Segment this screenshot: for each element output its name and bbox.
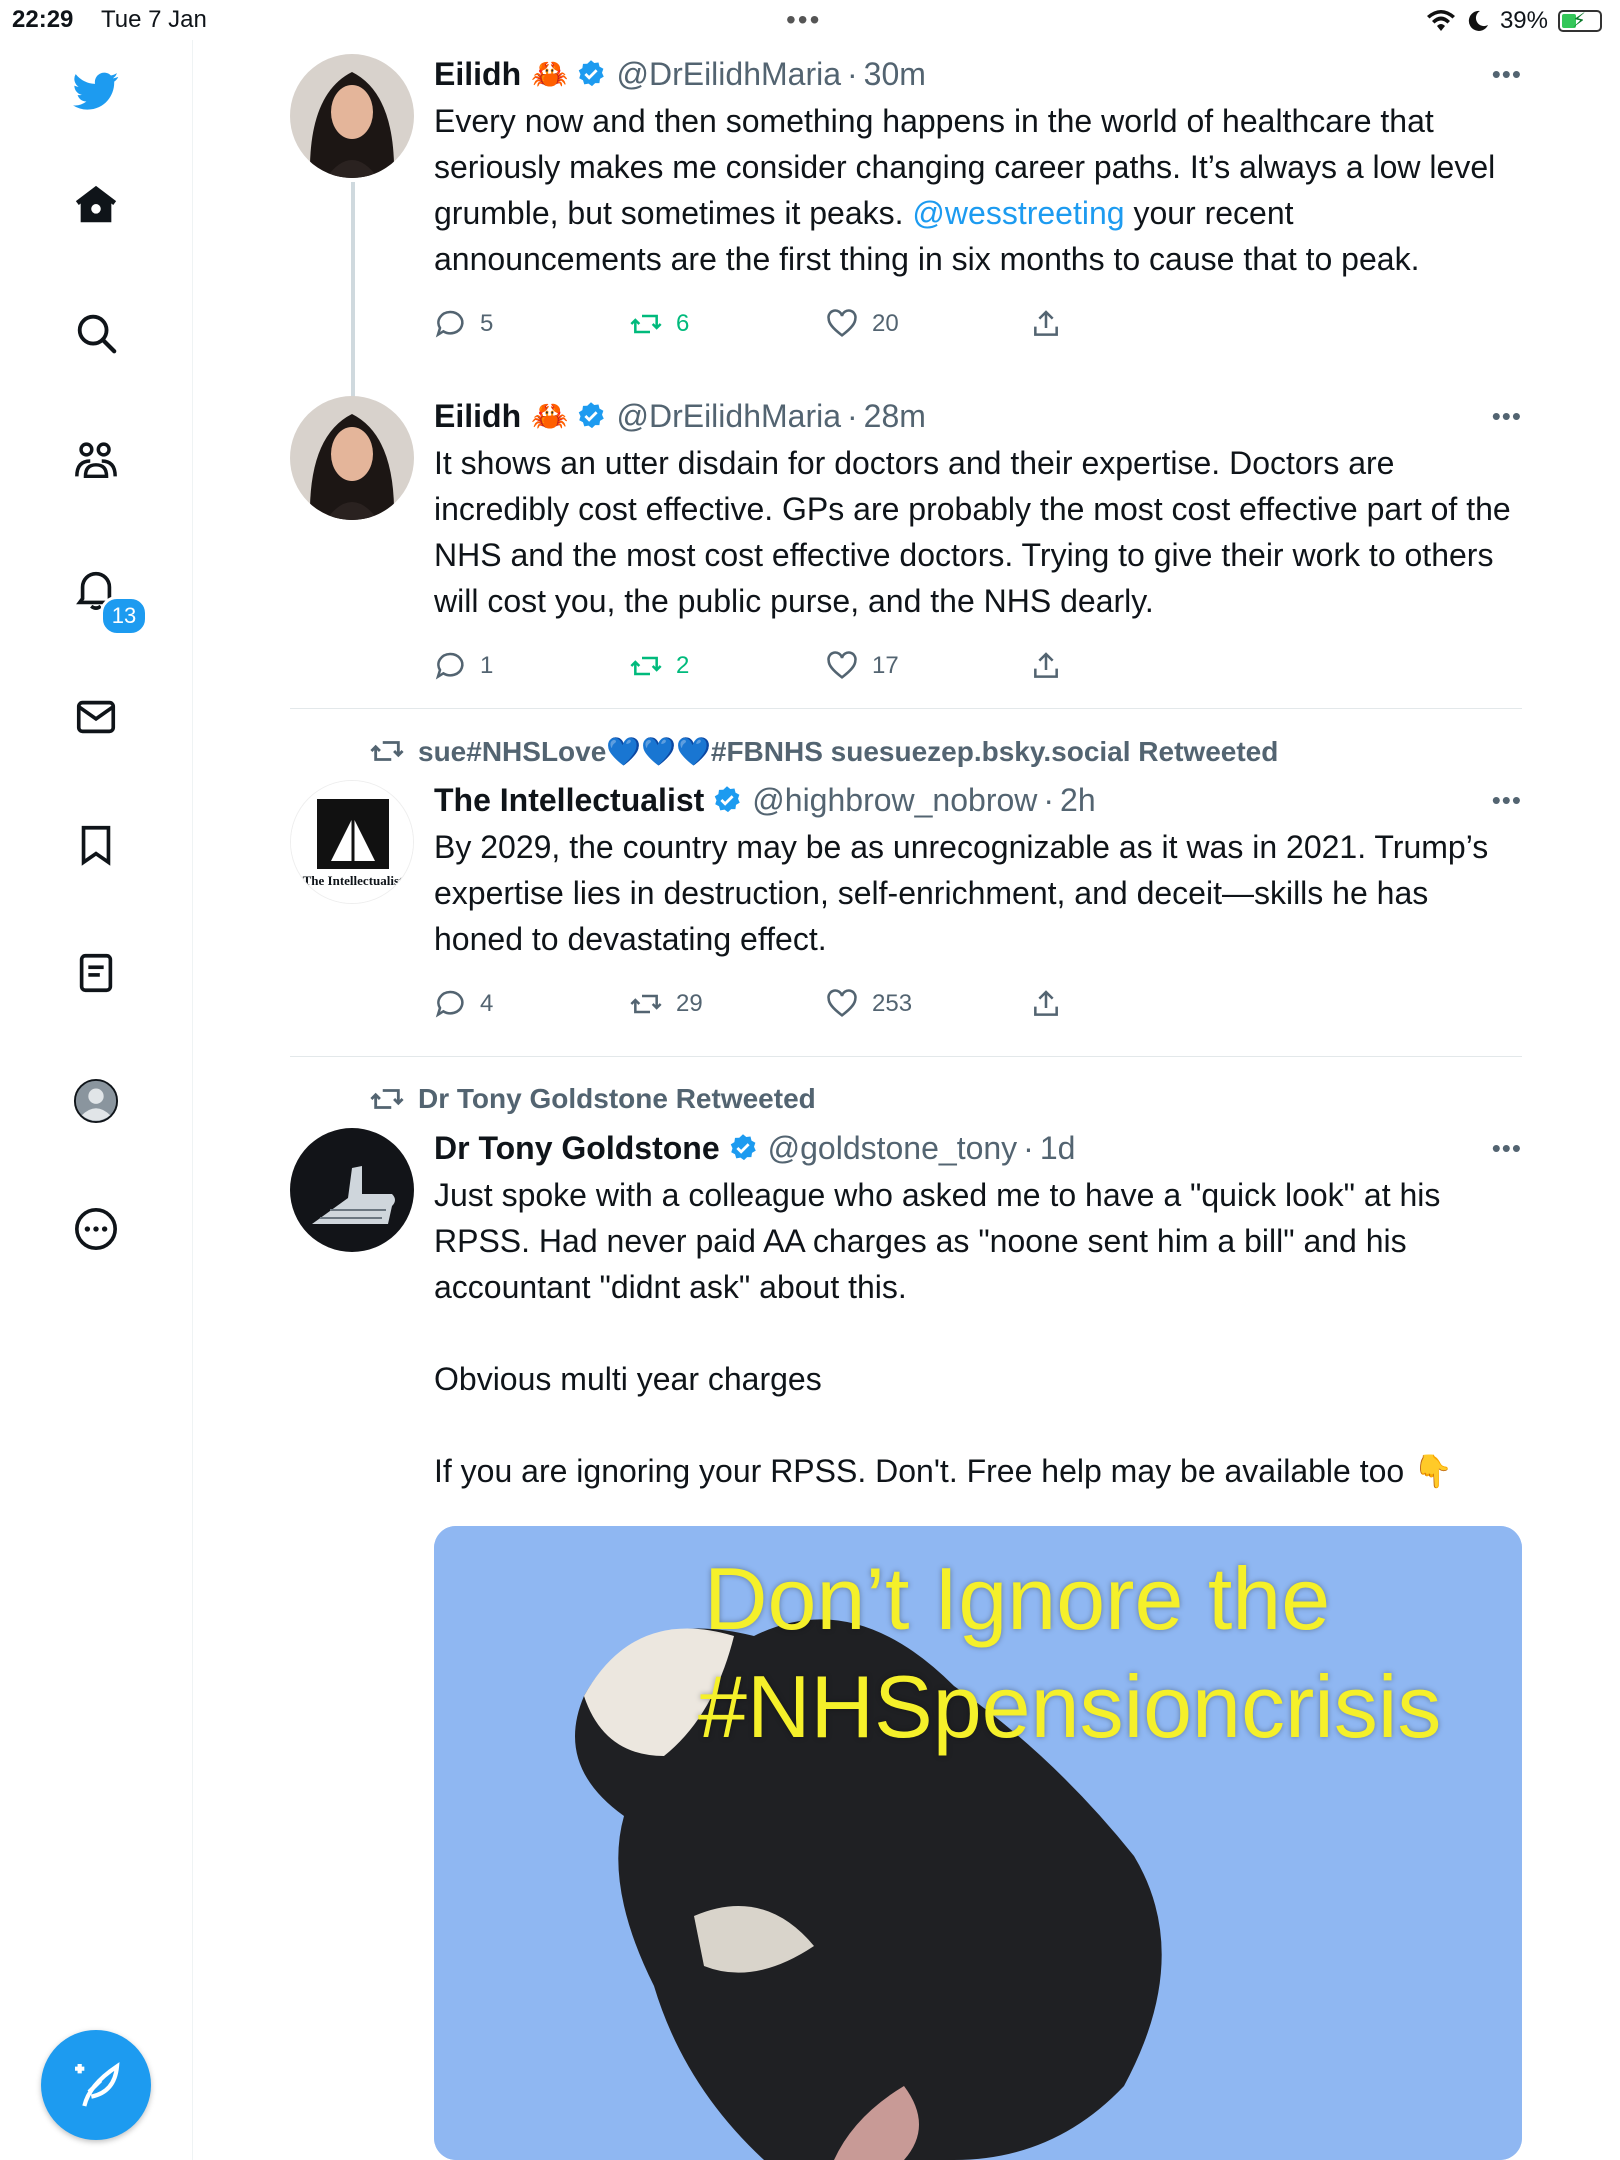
separator-dot: ·	[1023, 1129, 1034, 1166]
share-button[interactable]	[1030, 644, 1062, 688]
retweet-button[interactable]	[630, 302, 689, 346]
author-name[interactable]: The Intellectualist	[434, 781, 705, 818]
retweeted-by-text: sue#NHSLove💙💙💙#FBNHS suesuezep.bsky.social Retweeted	[418, 735, 1279, 767]
author-handle[interactable]: @goldstone_tony	[767, 1129, 1018, 1166]
retweet-icon	[630, 988, 662, 1020]
verified-badge-icon	[576, 401, 606, 431]
profile-avatar-icon[interactable]	[65, 1070, 127, 1132]
tweet-timestamp[interactable]: 1d	[1039, 1129, 1076, 1166]
battery-icon: ⚡	[1558, 10, 1602, 32]
reply-count: 1	[480, 652, 494, 679]
retweet-count: 29	[676, 990, 703, 1017]
tweet-text	[434, 1172, 1522, 1494]
retweet-button[interactable]	[630, 982, 703, 1026]
tweet-divider	[290, 1056, 1522, 1057]
more-options-icon[interactable]: •••	[1491, 58, 1522, 89]
share-icon	[1030, 650, 1062, 682]
search-icon[interactable]	[65, 302, 127, 364]
tweet-text: By 2029, the country may be as unrecognizable as it was in 2021. Trump’s expertise lies in destruction, self-enrichment, and deceit—skills he has honed to devastating effect.	[434, 829, 1489, 957]
image-headline-line2: #NHSpensioncrisis	[698, 1657, 1442, 1756]
avatar[interactable]	[290, 396, 414, 520]
tweet-paragraph: Obvious multi year charges	[434, 1361, 822, 1397]
avatar[interactable]	[290, 780, 414, 904]
battery-percent: 39%	[1499, 7, 1548, 34]
status-icons	[1426, 4, 1602, 38]
more-options-icon[interactable]: •••	[1491, 784, 1522, 815]
tweet-divider	[290, 708, 1522, 709]
retweet-count: 6	[676, 310, 690, 337]
bookmarks-icon[interactable]	[65, 814, 127, 876]
author-handle[interactable]: @DrEilidhMaria	[616, 397, 841, 434]
author-name[interactable]: Eilidh	[434, 397, 522, 434]
image-headline-line1: Don’t Ignore the	[704, 1549, 1331, 1648]
separator-dot: ·	[847, 397, 858, 434]
heart-icon	[826, 988, 858, 1020]
reply-count: 4	[480, 990, 494, 1017]
compose-tweet-button[interactable]	[41, 2030, 151, 2140]
home-icon[interactable]	[65, 174, 127, 236]
retweeted-by-line[interactable]	[370, 1078, 816, 1120]
author-name[interactable]: Eilidh	[434, 55, 522, 92]
twitter-logo-icon[interactable]	[65, 60, 127, 122]
share-icon	[1030, 308, 1062, 340]
reply-button[interactable]	[434, 644, 493, 688]
mention-link[interactable]: @wesstreeting	[912, 195, 1125, 231]
more-options-icon[interactable]: •••	[1491, 1132, 1522, 1163]
date: Tue 7 Jan	[101, 6, 207, 33]
retweet-icon	[630, 650, 662, 682]
wifi-icon	[1426, 9, 1456, 33]
avatar[interactable]	[290, 54, 414, 178]
like-button[interactable]	[826, 644, 899, 688]
like-button[interactable]	[826, 982, 912, 1026]
reply-icon	[434, 308, 466, 340]
tweet-text: Every now and then something happens in the world of healthcare that seriously makes me consider changing career paths. It’s always a low level grumble, but sometimes it peaks. @wesstreeting your recent announcements are the first thing in six months to cause that to peak.	[434, 103, 1496, 277]
like-count: 253	[872, 990, 913, 1017]
share-icon	[1030, 988, 1062, 1020]
avatar-text: The Intellectualist	[302, 873, 404, 888]
thread-connector-line	[351, 182, 355, 398]
author-name[interactable]: Dr Tony Goldstone	[434, 1129, 720, 1166]
retweet-icon	[370, 734, 404, 768]
tweet-image[interactable]	[434, 1526, 1522, 2160]
author-handle[interactable]: @DrEilidhMaria	[616, 55, 841, 92]
separator-dot: ·	[1043, 781, 1055, 818]
retweet-button[interactable]	[630, 644, 689, 688]
retweeted-by-line[interactable]	[370, 730, 1278, 772]
heart-icon	[826, 308, 858, 340]
verified-badge-icon	[728, 1133, 758, 1163]
crab-emoji: 🦀	[531, 399, 569, 433]
share-button[interactable]	[1030, 302, 1062, 346]
tweet-text: It shows an utter disdain for doctors and their expertise. Doctors are incredibly cost effective. GPs are probably the most cost effective part of the NHS and the most cost effective doctors. Trying to give their work to others will cost you, the public purse, and the NHS dearly.	[434, 445, 1511, 619]
reply-icon	[434, 988, 466, 1020]
author-handle[interactable]: @highbrow_nobrow	[752, 781, 1038, 818]
like-button[interactable]	[826, 302, 899, 346]
notification-count-badge: 13	[100, 596, 148, 636]
tweet[interactable]	[290, 52, 1522, 372]
retweet-icon	[370, 1082, 404, 1116]
messages-envelope-icon[interactable]	[65, 686, 127, 748]
reply-button[interactable]	[434, 982, 493, 1026]
separator-dot: ·	[847, 55, 858, 92]
status-bar	[0, 0, 1620, 40]
reply-button[interactable]	[434, 302, 493, 346]
crab-emoji: 🦀	[531, 57, 569, 91]
clock: 22:29	[12, 6, 74, 33]
tweet-actions	[434, 302, 1522, 346]
reply-icon	[434, 650, 466, 682]
multitasking-dots-icon[interactable]: •••	[786, 4, 822, 35]
tweet-timestamp[interactable]: 30m	[863, 55, 926, 92]
communities-icon[interactable]	[65, 430, 127, 492]
tweet-timestamp[interactable]: 28m	[863, 397, 926, 434]
compose-feather-icon	[68, 2057, 124, 2113]
verified-badge-icon	[712, 785, 742, 815]
heart-icon	[826, 650, 858, 682]
tweet[interactable]	[290, 394, 1522, 694]
moon-icon	[1466, 9, 1490, 33]
like-count: 20	[872, 310, 899, 337]
tweet[interactable]	[290, 730, 1522, 1070]
tweet-paragraph: If you are ignoring your RPSS. Don't. Free help may be available too 👇	[434, 1453, 1453, 1489]
retweet-count: 2	[676, 652, 690, 679]
avatar[interactable]	[290, 1128, 414, 1252]
retweeted-by-text: Dr Tony Goldstone Retweeted	[418, 1083, 816, 1114]
more-options-icon[interactable]: •••	[1491, 400, 1522, 431]
like-count: 17	[872, 652, 899, 679]
tweet-paragraph: Just spoke with a colleague who asked me to have a "quick look" at his RPSS. Had never paid AA charges as "noone sent him a bill" and his accountant "didnt ask" about this.	[434, 1177, 1441, 1305]
share-button[interactable]	[1030, 982, 1062, 1026]
sidebar	[0, 40, 193, 2160]
more-options-icon[interactable]	[65, 1198, 127, 1260]
tweet-timestamp[interactable]: 2h	[1060, 781, 1096, 818]
tweet-actions	[434, 644, 1522, 688]
verified-badge-icon	[576, 59, 606, 89]
lists-icon[interactable]	[65, 942, 127, 1004]
tweet-actions	[434, 982, 1522, 1026]
reply-count: 5	[480, 310, 494, 337]
retweet-icon	[630, 308, 662, 340]
